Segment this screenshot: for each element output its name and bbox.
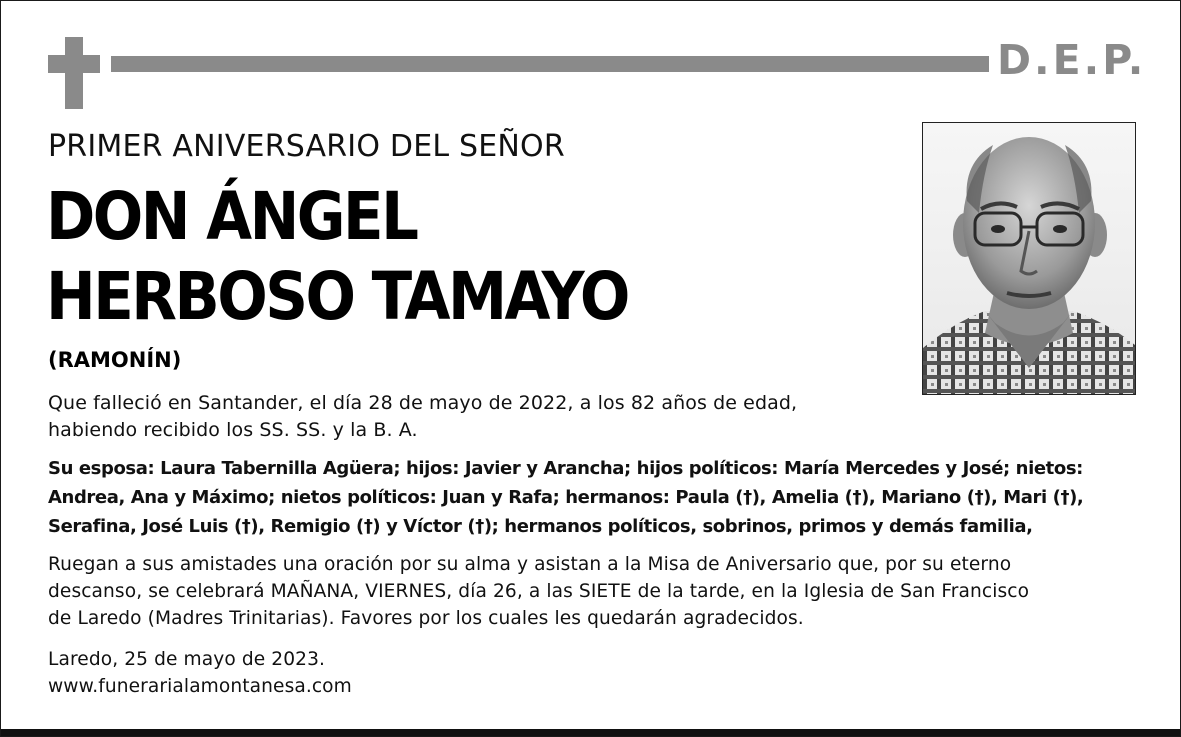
family-line-1: Su esposa: Laura Tabernilla Agüera; hijos: Javier y Arancha; hijos políticos: María Mercedes y José; nietos:	[48, 458, 1083, 479]
website-link[interactable]: www.funerarialamontanesa.com	[48, 676, 352, 697]
bottom-border	[1, 729, 1180, 737]
death-paragraph	[48, 390, 868, 444]
family-paragraph	[48, 454, 1148, 541]
family-line-2: Andrea, Ana y Máximo; nietos políticos: Juan y Rafa; hermanos: Paula (†), Amelia (†), Mariano (†), Mari (†),	[48, 487, 1084, 508]
place-date: Laredo, 25 de mayo de 2023.	[48, 649, 326, 670]
closing-block	[48, 646, 648, 700]
family-line-3: Serafina, José Luis (†), Remigio (†) y Víctor (†); hermanos políticos, sobrinos, primos y demás familia,	[48, 516, 1033, 537]
deceased-name	[46, 177, 628, 337]
death-line-2: habiendo recibido los SS. SS. y la B. A.	[48, 419, 418, 441]
name-line-1: DON ÁNGEL	[46, 178, 417, 255]
latin-cross-icon	[48, 37, 100, 109]
notice-subtitle: PRIMER ANIVERSARIO DEL SEÑOR	[48, 129, 565, 164]
name-line-2: HERBOSO TAMAYO	[46, 258, 628, 335]
portrait-photo	[922, 122, 1136, 395]
header-rule	[111, 56, 989, 72]
mass-paragraph	[48, 551, 1148, 632]
dep-label: D.E.P.	[997, 36, 1147, 84]
mass-line-2: descanso, se celebrará MAÑANA, VIERNES, día 26, a las SIETE de la tarde, en la Iglesia de San Francisco	[48, 581, 1030, 602]
death-line-1: Que falleció en Santander, el día 28 de mayo de 2022, a los 82 años de edad,	[48, 392, 798, 414]
portrait-illustration	[923, 123, 1135, 394]
nickname: (RAMONÍN)	[48, 348, 182, 372]
mass-line-3: de Laredo (Madres Trinitarias). Favores por los cuales les quedarán agradecidos.	[48, 608, 804, 629]
mass-line-1: Ruegan a sus amistades una oración por su alma y asistan a la Misa de Aniversario que, por su eterno	[48, 554, 1012, 575]
